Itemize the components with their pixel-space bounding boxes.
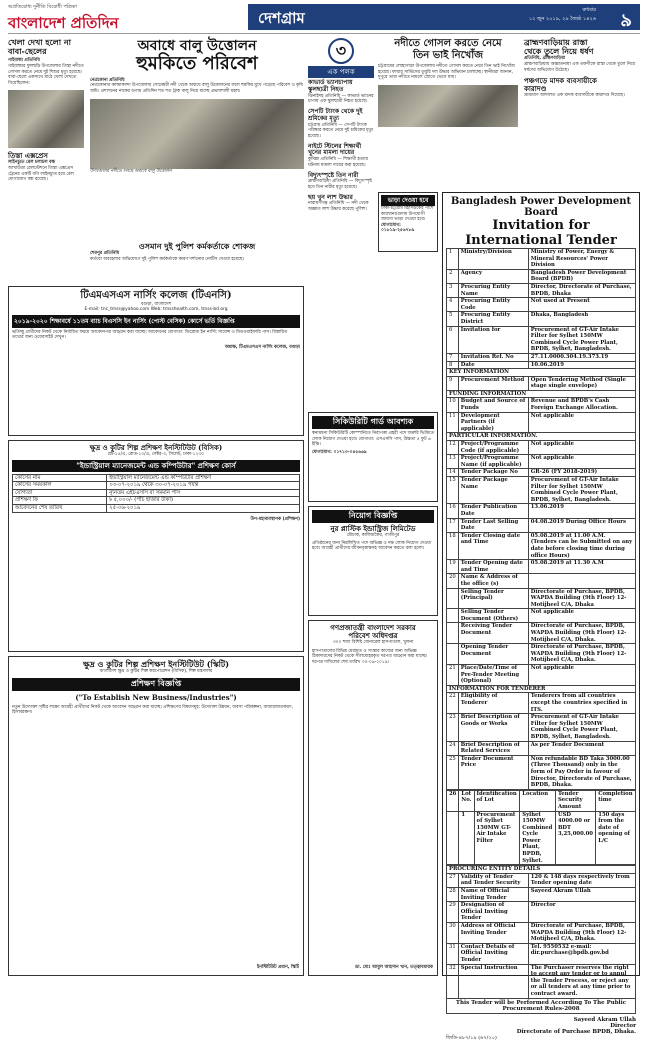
security-body: স্বনামধন্য সিকিউরিটি কোম্পানিতে নিরাপত্তা প্রহরী পদে জরুরি ভিত্তিতে লোক নিয়োগ দেওয়া হবে। যোগ্যতা: এসএসসি পাস, উচ্চতা ৫ ফুট ৬ ইঞ্চি।: [312, 431, 434, 448]
tender-row-value: Bangladesh Power Development Board (BPDB): [528, 269, 635, 283]
government-tender-ad: [308, 620, 438, 976]
tender-section-heading: KEY INFORMATION: [447, 369, 636, 377]
tender-section-heading: PROCURING ENTITY DETAILS: [447, 866, 636, 874]
lot-cell: Sylhet 150MW Combined Cycle Power Plant, BPDB, Sylhet.: [520, 811, 556, 865]
skiti-quote: ("To Establish New Business/Industries"): [75, 692, 237, 702]
tender-row-label: Address of Official Inviting Tender: [458, 923, 528, 944]
table-row: [447, 269, 636, 283]
tender-row-label: Opening Tender Document: [458, 644, 528, 665]
tender-row-label: Brief Description of Related Services: [458, 741, 528, 755]
date-weekday: রুধবার: [582, 7, 596, 13]
table-row: [447, 312, 636, 326]
glance-item-title: সেপটি ট্যাংক থেকে দুই শ্রমিকের মৃত্যু: [308, 107, 363, 122]
tender-row-number: 30: [447, 923, 459, 944]
table-row: [447, 361, 636, 369]
police-story: [90, 242, 304, 282]
tender-row-number: 18: [447, 532, 459, 559]
lot-cell: Procurement of Sylhet 150MW GT-Air Intake Filter: [474, 811, 520, 865]
right-body-2: ভ্রাম্যমাণ আদালত এক মাদক ব্যবসায়ীকে কারাদণ্ড দিয়েছে।: [524, 93, 625, 99]
bscic-org: ক্ষুদ্র ও কুটির শিল্প প্রশিক্ষণ ইনস্টিটিউট (বিসিক): [89, 443, 223, 452]
tender-row-number: 6: [447, 326, 459, 353]
recruitment-address: মৌচাক, কালিয়াকৈর, গাজীপুর: [346, 533, 400, 539]
tender-row-number: 10: [447, 398, 459, 412]
lot-cell: 26: [447, 790, 459, 811]
table-row: [13, 489, 300, 497]
lead-story: [90, 38, 304, 238]
tender-row-value: Not applicable: [528, 412, 635, 433]
glance-item-title: ছয় খুন লাশ উদ্ধার: [308, 193, 353, 201]
tender-row-number: 24: [447, 741, 459, 755]
brand-name: বাংলাদেশ প্রতিদিন: [8, 14, 119, 32]
tender-row-number: 9: [447, 376, 459, 390]
tender-footer-note: This Tender will be Performed According To The Public Procurement Rules-2008: [446, 999, 636, 1014]
bscic-label: প্রশিক্ষণ ফি: [13, 497, 107, 505]
table-row: [447, 964, 636, 998]
tender-row-number: 19: [447, 560, 459, 574]
table-row: [447, 398, 636, 412]
tender-row-number: 29: [447, 902, 459, 923]
glance-item-body: ঝিনাইদহ প্রতিনিধি — কাভার্ড ভ্যানের চাপায় এক স্কুলছাত্রী নিহত হয়েছে।: [308, 93, 374, 105]
nursing-footer: অধ্যক্ষ, টিএমএসএস নার্সিং কলেজ, বগুড়া: [224, 344, 300, 350]
tender-row-number: [447, 644, 459, 665]
table-row: [447, 249, 636, 270]
tender-row-number: 20: [447, 574, 459, 588]
lead-headline-1: অবাধে বালু উত্তোলন: [137, 38, 257, 54]
page-number: ৯: [620, 10, 632, 31]
skiti-org: ক্ষুদ্র ও কুটির শিল্প প্রশিক্ষণ ইনস্টিটিউট (স্কিটি): [82, 659, 230, 669]
tender-row-label: Tender Package Name: [458, 477, 528, 504]
table-row: [447, 504, 636, 518]
tender-row-value: GR-26 (FY 2018-2019): [528, 469, 635, 477]
security-guard-ad: [308, 412, 438, 502]
glance-item-body: কুমিল্লা প্রতিনিধি — শিক্ষার্থী হত্যার ঘটনায় মামলা দায়ের করা হয়েছে।: [308, 157, 368, 168]
glance-item: [308, 195, 374, 213]
nursing-body: ভর্তিচ্ছু প্রার্থীদের নিকট থেকে নির্ধারিত ফরমে আবেদনপত্র আহ্বান করা যাচ্ছে। আবেদনের যোগ্যতা: ডিপ্লোমা ইন নার্সিং সায়েন্স ও মিডওয়াইফারি পাস। বিস্তারিত তথ্যের জন্য ওয়েবসাইট দেখুন।: [12, 329, 288, 341]
masthead: [8, 4, 158, 32]
tender-row-value: Not applicable: [528, 455, 635, 469]
tender-row-number: 25: [447, 755, 459, 789]
bscic-label: কোর্সের নাম: [13, 474, 107, 482]
tender-row-value: Director, Directorate of Purchase, BPDB, Dhaka: [528, 283, 635, 297]
tender-row-value: Ministry of Power, Energy & Mineral Resources' Power Division: [528, 249, 635, 270]
glance-label: এক পলক: [308, 66, 374, 78]
tender-row-label: Name & Address of the office (s): [458, 574, 528, 588]
tender-row-number: 2: [447, 269, 459, 283]
tender-row-label: Budget and Source of Funds: [458, 398, 528, 412]
tender-rows: [447, 249, 636, 790]
tender-row-value: Not applicable: [528, 441, 635, 455]
tender-row-value: Directorate of Purchase, BPDB, WAPDA Building (9th Floor) 12-Motijheel C/A, Dhaka.: [528, 644, 635, 665]
lot-cell: 150 days from the date of opening of L/C: [596, 811, 636, 865]
tender-row-number: 11: [447, 412, 459, 433]
glance-item-title: নাইটে স্টিলের শিক্ষার্থী খুনের মামলা দায়ের: [308, 142, 362, 157]
bpdb-tender-ad: [442, 192, 640, 1041]
table-row: [13, 505, 300, 513]
table-row: [447, 693, 636, 714]
tender-row-number: [447, 609, 459, 623]
right-column-news: [524, 38, 640, 188]
left-column-news: [8, 38, 84, 238]
bscic-value: ন্যূনতম এইচএসসি বা সমমান পাস: [107, 489, 300, 497]
police-body: কর্তব্যে অবহেলার অভিযোগে দুই পুলিশ কর্মকর্তাকে কারণ দর্শানোর নোটিস দেওয়া হয়েছে।: [90, 256, 245, 262]
tender-sign-title: Director: [610, 1022, 636, 1029]
lot-table: [446, 790, 636, 866]
rent-contact: যোগাযোগ: ০১৮১৯-২৫৬৭৮৯: [381, 222, 415, 234]
skiti-footer: ইনস্টিটিউট প্রধান, স্কিটি: [256, 965, 299, 971]
table-row: [447, 755, 636, 789]
section-bar: [248, 4, 640, 30]
tender-row-value: 13.06.2019: [528, 504, 635, 518]
lot-row: [447, 811, 636, 865]
left-photo: [8, 90, 84, 148]
tender-section-heading: PARTICULAR INFORMATION.: [447, 433, 636, 441]
tender-row-value: Procurement of GT-Air Intake Filter for Sylhet 150MW Combined Cycle Power Plant, BPDB, Sylhet, Bangladesh.: [528, 326, 635, 353]
tender-row-number: 13: [447, 455, 459, 469]
tender-row-number: 12: [447, 441, 459, 455]
right-headline-1b: থেকে তুলে নিয়ে ধর্ষণ: [524, 46, 594, 57]
right-body: ব্রাহ্মণবাড়িয়ায় অজ্ঞাতনামা এক তরুণীকে রাস্তা থেকে তুলে নিয়ে ধর্ষণের অভিযোগ উঠেছে।: [524, 61, 636, 73]
tender-org: Bangladesh Power Development Board: [450, 196, 632, 218]
skiti-body: নতুন উদ্যোক্তা সৃষ্টির লক্ষ্যে আগ্রহী প্রার্থীদের নিকট থেকে আবেদন আহ্বান করা যাচ্ছে। প্রশিক্ষণের বিষয়সমূহ: উদ্যোক্তা উন্নয়ন, ব্যবসা পরিকল্পনা, বাজারজাতকরণ, হিসাবরক্ষণ।: [12, 704, 293, 716]
page-header: [0, 0, 650, 32]
tender-row-label: Receiving Tender Document: [458, 623, 528, 644]
lot-cell: [447, 811, 459, 865]
tender-row-number: 3: [447, 283, 459, 297]
table-row: [447, 714, 636, 741]
tender-row-label: Agency: [458, 269, 528, 283]
tender-row-number: 27: [447, 873, 459, 887]
govt-signature: ডা. মোঃ আবুল আহসান খান, তত্ত্বাবধায়ক: [355, 965, 433, 971]
police-headline: ওসমান দুই পুলিশ কর্মকর্তাকে শোকজ: [138, 241, 256, 251]
tender-row-value: 05.08.2019 at 11.30 A.M: [528, 560, 635, 574]
section-title: দেশগ্রাম: [258, 9, 305, 27]
right-byline: প্রতিনিধি, ব্রাহ্মণবাড়িয়া: [524, 56, 566, 62]
tender-row-number: 1: [447, 249, 459, 270]
tender-row-value: The Purchaser reserves the right to accept any tender or to annul the Tender Process, or reject any or all tenders at any time prior to contract award.: [528, 964, 635, 998]
tender-row-value: Not applicable: [528, 665, 635, 686]
left-headline-1: খেলা দেখা হলো না: [8, 37, 71, 47]
tender-row-label: Tender Document Price: [458, 755, 528, 789]
table-row: [447, 888, 636, 902]
river-headline-1: নদীতে গোসল করতে নেমে: [394, 38, 502, 49]
tender-rows-2: [447, 866, 636, 998]
bscic-footer: উপ-মহাব্যবস্থাপক (প্রশিক্ষণ): [250, 516, 300, 522]
tender-row-value: Directorate of Purchase, BPDB, WAPDA Building (9th Floor) 12-Motijheel C/A, Dhaka.: [528, 923, 635, 944]
bscic-address: প্লট-১৫/এ, রোড-১০/এ, সেক্টর-৩, সিলেট, ঢাকা-১২৩০: [107, 452, 205, 458]
bscic-training-ad: [8, 440, 304, 652]
bscic-value: ০৩-০৭-২০১৯ থেকে ৩০-০৭-২০১৯ পর্যন্ত: [107, 482, 300, 490]
tender-row-number: 28: [447, 888, 459, 902]
tender-row-number: 15: [447, 477, 459, 504]
tender-row-label: Project/Programme Code (if applicable): [458, 441, 528, 455]
left-headline-2b: লাইনচ্যুত রেল চলাচল বন্ধ: [8, 160, 55, 166]
tender-row-label: Procuring Entity Code: [458, 298, 528, 312]
left-headline-2: তিস্তা এক্সপ্রেস: [8, 151, 48, 161]
glance-item: [308, 80, 374, 105]
tender-row-label: Name of Official Inviting Tender: [458, 888, 528, 902]
section-date: [529, 6, 596, 24]
table-row: [447, 455, 636, 469]
tender-section-heading: INFORMATION FOR TENDERER: [447, 685, 636, 693]
table-row: [447, 902, 636, 923]
security-title: সিকিউরিটি গার্ড আবশ্যক: [312, 416, 434, 429]
skiti-address: বাংলাদেশ ক্ষুদ্র ও কুটির শিল্প করপোরেশন (বিসিক), শিল্প মন্ত্রণালয়: [99, 669, 213, 675]
header-rule: [8, 33, 640, 34]
lot-cell: USD 4000.00 or BDT 3,25,000.00: [555, 811, 595, 865]
tender-row-label: Designation of Official Inviting Tender: [458, 902, 528, 923]
tender-row-number: [447, 623, 459, 644]
tender-row-number: 8: [447, 361, 459, 369]
tender-row-label: Ministry/Division: [458, 249, 528, 270]
bscic-table: [12, 474, 300, 513]
skiti-banner: প্রশিক্ষণ বিজ্ঞপ্তি: [12, 678, 300, 691]
skiti-training-ad: [8, 656, 304, 976]
left-headline-1b: বাবা-ছেলের: [8, 46, 47, 57]
glance-item-body: ব্রাহ্মণবাড়িয়া প্রতিনিধি — বিদ্যুৎস্পৃষ্ট হয়ে তিন নারীর মৃত্যু হয়েছে।: [308, 179, 372, 190]
tender-row-label: Procurement Method: [458, 376, 528, 390]
tender-row-label: Special Instruction: [458, 964, 528, 998]
nursing-contact: E-mail: tnc_tmss@yahoo.com Web: tmsshealth.com, tmss-bd.org: [84, 307, 228, 313]
table-row: [447, 588, 636, 609]
tender-ref: জিডি-৪৮৭/১৯ (৬৭/২০): [446, 1034, 497, 1041]
rent-ad: [378, 192, 438, 252]
glance-item: [308, 144, 374, 169]
right-headline-2: পঞ্চগড়ে মাদক ব্যবসায়ীকে: [524, 76, 597, 86]
lot-cell: Location: [520, 790, 556, 811]
nursing-title: টিএমএসএস নার্সিং কলেজ (টিএনসি): [80, 290, 232, 301]
table-row: [447, 574, 636, 588]
left-byline: গাইবান্ধা প্রতিনিধি: [8, 58, 40, 64]
brand-tagline: অপ্রতিরোধ্য দুর্নীতি বিরোধী পত্রিকা: [8, 4, 77, 10]
recruitment-title: নিয়োগ বিজ্ঞপ্তি: [312, 510, 434, 523]
tender-row-value: Sayeed Akram Ullah: [528, 888, 635, 902]
right-headline-2b: কারাদণ্ড: [524, 84, 547, 94]
tender-row-label: Eligibility of Tenderer: [458, 693, 528, 714]
glance-item-title: বিদ্যুৎস্পৃষ্টে তিন নারী: [308, 171, 359, 179]
lot-header-row: [447, 790, 636, 811]
table-row: [447, 623, 636, 644]
table-row: [447, 298, 636, 312]
tender-row-label: Brief Description of Goods or Works: [458, 714, 528, 741]
table-row: [447, 283, 636, 297]
right-headline-1: ব্রাহ্মণবাড়িয়ায় রাস্তা: [524, 37, 588, 47]
table-row: [447, 326, 636, 353]
recruitment-ad: [308, 506, 438, 616]
tender-row-value: Non refundable BD Taka 3000.00 (Three Thousand) only in the form of Pay Order in favour of Director, Directorate of Purchase, BPDB, Dhaka.: [528, 755, 635, 789]
bscic-value: ইন্ডাস্ট্রিয়াল ম্যানেজমেন্ট এন্ড কম্পিউটার প্রশিক্ষণ: [107, 474, 300, 482]
tender-row-label: Project/Programme Name (if applicable): [458, 455, 528, 469]
tender-row-value: Director: [528, 902, 635, 923]
bscic-label: আবেদনের শেষ তারিখ: [13, 505, 107, 513]
lead-caption: উপজেলার নদীতে চলছে অবাধে বালু উত্তোলন: [90, 168, 172, 174]
tender-row-label: Tender Package No: [458, 469, 528, 477]
tender-row-number: 21: [447, 665, 459, 686]
table-row: [13, 497, 300, 505]
tender-row-value: Procurement of GT-Air Intake Filter for Sylhet 150MW Combined Cycle Power Plant, BPDB, Sylhet, Bangladesh.: [528, 477, 635, 504]
tender-row-value: 05.08.2019 at 11.00 A.M. (Tenders can be Submitted on any date before closing time during office Hours): [528, 532, 635, 559]
tender-row-number: 5: [447, 312, 459, 326]
bscic-label: যোগ্যতা: [13, 489, 107, 497]
tender-row-number: 17: [447, 518, 459, 532]
recruitment-body: প্রতিষ্ঠানের জন্য নিম্নলিখিত পদে অভিজ্ঞ ও দক্ষ লোক নিয়োগ দেওয়া হবে। আগ্রহী প্রার্থীদের জীবনবৃত্তান্তসহ আবেদন করতে বলা হলো।: [312, 540, 432, 552]
left-body-2: আখাউড়া রেলস্টেশনে তিস্তা এক্সপ্রেস ট্রেনের একটি বগি লাইনচ্যুত হয়ে রেল যোগাযোগ বন্ধ রয়েছে।: [8, 165, 74, 183]
tender-sign-org: Directorate of Purchase BPDB, Dhaka.: [516, 1028, 636, 1035]
bscic-value: ২৫-০৬-২০১৯: [107, 505, 300, 513]
date-full: ১২ জুন ২০১৯, ২৯ জ্যৈষ্ঠ ১৪২৬: [528, 16, 596, 22]
tender-table-2: [446, 865, 636, 998]
glance-item-body: নারায়ণগঞ্জ প্রতিনিধি — নদী থেকে অজ্ঞাত লাশ উদ্ধার করেছে পুলিশ।: [308, 201, 369, 213]
tender-row-number: 16: [447, 504, 459, 518]
tender-table: [446, 248, 636, 790]
tender-row-value: Procurement of GT-Air Intake Filter for Sylhet 150MW Combined Cycle Power Plant, BPDB, Sylhet, Bangladesh.: [528, 714, 635, 741]
govt-title: গণপ্রজাতন্ত্রী বাংলাদেশ সরকার: [330, 623, 416, 632]
tender-row-value: 120 & 148 days respectively from Tender opening date: [528, 873, 635, 887]
table-row: [447, 866, 636, 874]
tender-row-label: Procuring Entity District: [458, 312, 528, 326]
glance-item-body: চট্টগ্রাম প্রতিনিধি — সেপটি ট্যাংক পরিষ্কার করতে নেমে দুই শ্রমিকের মৃত্যু হয়েছে।: [308, 122, 374, 139]
tender-row-label: Tender Publication Date: [458, 504, 528, 518]
table-row: [447, 469, 636, 477]
table-row: [447, 433, 636, 441]
table-row: [447, 644, 636, 665]
tender-row-number: 31: [447, 943, 459, 964]
left-body-1: গাইবান্ধার ফুলছড়ি উপজেলার তিস্তা নদীতে গোসল করতে নেমে দুই শিশুর মৃত্যু হয়েছে। বাবা-ছেলে একসাথে মাঠে খেলা দেখতে গিয়েছিলেন।: [8, 63, 84, 86]
table-row: [447, 441, 636, 455]
at-a-glance-column: [308, 38, 374, 408]
table-row: [447, 560, 636, 574]
table-row: [447, 390, 636, 398]
river-story: [378, 38, 518, 188]
tender-row-value: Dhaka, Bangladesh: [528, 312, 635, 326]
tender-row-value: Directorate of Purchase, BPDB, WAPDA Building (9th Floor) 12-Motijheel C/A, Dhaka: [528, 588, 635, 609]
river-photo: [378, 85, 518, 127]
tender-row-value: Tel. 9550532 e-mail: dir.purchase@bpdb.gov.bd: [528, 943, 635, 964]
glance-badge: ৩: [328, 38, 354, 64]
table-row: [13, 482, 300, 490]
table-row: [447, 532, 636, 559]
table-row: [447, 609, 636, 623]
river-body: চট্টগ্রামের লোহাগাড়া উপজেলায় নদীতে গোসল করতে নেমে তিন ভাই নিখোঁজ হয়েছে। ফায়ার সার্ভিসের ডুবুরি দল উদ্ধার অভিযান চালাচ্ছে। স্থানীয়রা জানান, দুপুরে তারা নদীতে নামলে স্রোতে ভেসে যায়।: [378, 64, 515, 81]
tender-row-label: Development Partners (if applicable): [458, 412, 528, 433]
rent-title: ভাড়া দেওয়া হবে: [381, 195, 435, 206]
tender-row-label: Invitation for: [458, 326, 528, 353]
govt-org: পরিবেশ অধিদপ্তর: [348, 631, 398, 641]
lot-cell: Completion time: [596, 790, 636, 811]
lead-photo: [90, 99, 304, 169]
bscic-value: ৳ ৫,০০০/- (পাঁচ হাজার টাকা): [107, 497, 300, 505]
govt-subtitle: ৩০০ শয্যা বিশিষ্ট জেনারেল হাসপাতাল, খুলনা: [332, 640, 414, 646]
tender-row-value: 27.11.0000.304.19.373.19: [528, 353, 635, 361]
lot-cell: Identification of Lot: [474, 790, 520, 811]
nursing-banner: ২০১৯-২০২০ শিক্ষাবর্ষে ১১তম ব্যাচ বিএসসি ইন নার্সিং (পোস্ট বেসিক) কোর্সে ভর্তি বিজ্ঞপ্তি: [12, 315, 300, 328]
govt-body: হাসপাতালের বিভিন্ন মেরামত ও সংস্কার কাজের জন্য অভিজ্ঞ ঠিকাদারদের নিকট থেকে সীলমোহরকৃত দরপত্র আহ্বান করা যাচ্ছে। দরপত্র দাখিলের শেষ তারিখ ৩০-০৬-২০১৯।: [312, 648, 428, 665]
bscic-banner: "ইন্ডাস্ট্রিয়াল ম্যানেজমেন্ট এন্ড কম্পিউটার" প্রশিক্ষণ কোর্স: [12, 460, 300, 472]
tender-row-label: Tender Closing date and Time: [458, 532, 528, 559]
table-row: [447, 376, 636, 390]
tender-row-number: 32: [447, 964, 459, 998]
tender-row-number: 4: [447, 298, 459, 312]
tender-row-value: [528, 574, 635, 588]
river-headline-2: তিন ভাই নিখোঁজ: [412, 49, 484, 61]
police-byline: শেরপুর প্রতিনিধি: [90, 251, 120, 257]
tender-row-number: 14: [447, 469, 459, 477]
lot-cell: 1: [459, 811, 474, 865]
lot-cell: Lot No.: [459, 790, 474, 811]
table-row: [447, 685, 636, 693]
tender-row-label: Tender Last Selling Date: [458, 518, 528, 532]
table-row: [447, 353, 636, 361]
tender-row-label: Place/Date/Time of Pre-Tender Meeting (Optional): [458, 665, 528, 686]
table-row: [447, 873, 636, 887]
tender-row-label: Selling Tender Document (Others): [458, 609, 528, 623]
table-row: [447, 369, 636, 377]
table-row: [447, 412, 636, 433]
tender-row-label: Procuring Entity Name: [458, 283, 528, 297]
table-row: [13, 474, 300, 482]
tender-row-label: Date: [458, 361, 528, 369]
table-row: [447, 923, 636, 944]
tender-row-value: Revenue and BPDB's Cash Foreign Exchange Allocation.: [528, 398, 635, 412]
tender-row-value: Tenderers from all countries except the countries specified in ITS.: [528, 693, 635, 714]
table-row: [447, 943, 636, 964]
glance-item: [308, 173, 374, 191]
table-row: [447, 741, 636, 755]
tender-row-number: [447, 588, 459, 609]
tender-section-heading: FUNDING INFORMATION: [447, 390, 636, 398]
glance-item-title: কাভার্ড ভ্যানচাপায় স্কুলছাত্রী নিহত: [308, 79, 353, 93]
tender-row-number: 7: [447, 353, 459, 361]
tender-row-value: Not used at Present: [528, 298, 635, 312]
tender-row-value: Directorate of Purchase, BPDB, WAPDA Building (9th Floor) 12-Motijheel C/A, Dhaka.: [528, 623, 635, 644]
tender-row-value: Not applicable: [528, 609, 635, 623]
tender-row-label: Validity of Tender and Tender Security: [458, 873, 528, 887]
rent-body: ঢাকা-চট্টগ্রাম মহাসড়কের পাশে কারখানা/গুদাম উপযোগী জায়গা ভাড়া দেওয়া হবে।: [381, 206, 434, 223]
tender-row-number: 23: [447, 714, 459, 741]
security-contact: যোগাযোগ: ০১৭১৩-০৪৫৬৬৯: [312, 449, 367, 455]
lot-cell: Tender Security Amount: [555, 790, 595, 811]
tender-row-value: Open Tendering Method (Single stage single envelope): [528, 376, 635, 390]
tender-row-value: 10.06.2019: [528, 361, 635, 369]
glance-item: [308, 109, 374, 140]
tender-row-value: 04.08.2019 During Office Hours: [528, 518, 635, 532]
tender-row-label: Contact Details of Official Inviting Tender: [458, 943, 528, 964]
tender-row-value: As per Tender Document: [528, 741, 635, 755]
lead-headline-2: হুমকিতে পরিবেশ: [136, 53, 258, 75]
tender-sign-name: Sayeed Akram Ullah: [573, 1016, 636, 1023]
nursing-subtitle: বগুড়া, বাংলাদেশ: [140, 301, 172, 307]
recruitment-company: নুর প্লাস্টিক ইন্ডাস্ট্রিজ লিমিটেড: [330, 524, 416, 533]
table-row: [447, 518, 636, 532]
tender-row-label: Selling Tender (Principal): [458, 588, 528, 609]
tender-title: Invitation for International Tender: [465, 218, 617, 248]
nursing-college-ad: [8, 286, 304, 436]
bscic-label: কোর্সের সময়কাল: [13, 482, 107, 490]
lead-body: নেত্রকোনার কলমাকান্দা উপজেলায় সোমেশ্বরী নদী থেকে অবাধে বালু উত্তোলনের ফলে হুমকির মুখে পড়েছে পরিবেশ ও কৃষি জমি। প্রশাসনের নাকের ডগায় প্রতিদিন শত শত ট্রাক বালু নিয়ে যাচ্ছে প্রভাবশালী মহল।: [90, 83, 303, 94]
tender-row-label: Invitation Ref. No: [458, 353, 528, 361]
table-row: [447, 477, 636, 504]
tender-row-number: 22: [447, 693, 459, 714]
table-row: [447, 665, 636, 686]
lead-byline: নেত্রকোনা প্রতিনিধি: [90, 77, 125, 83]
tender-row-label: Tender Opening date and Time: [458, 560, 528, 574]
